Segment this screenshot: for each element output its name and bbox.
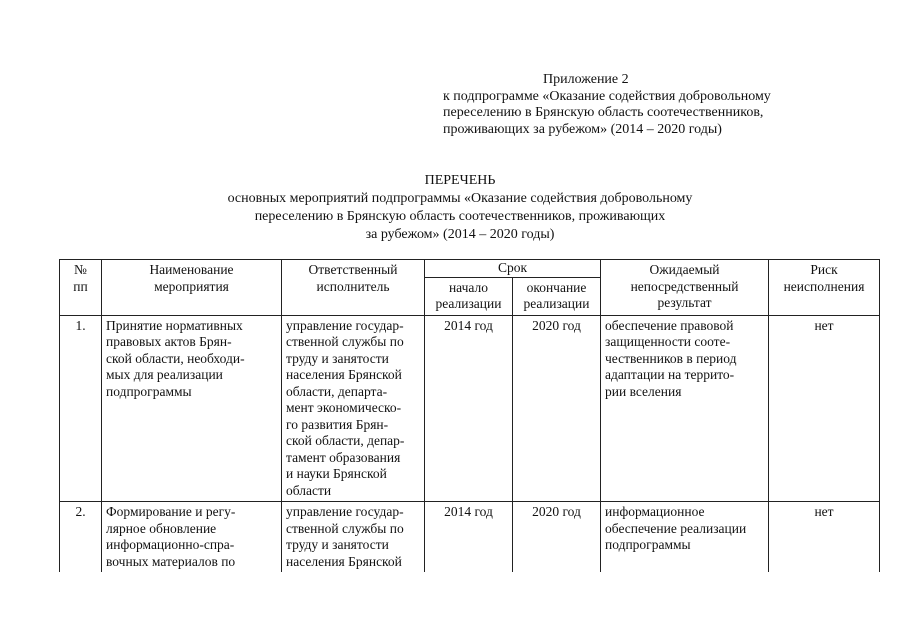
document-heading	[180, 172, 740, 244]
row-end: 2020 год	[513, 315, 601, 502]
row-name: Формирование и регу- лярное обновление информационно-спра- вочных материалов по	[102, 502, 282, 573]
annex-line: к подпрограмме «Оказание содействия добровольному	[443, 88, 771, 104]
annex-title: Приложение 2	[543, 72, 629, 87]
row-start: 2014 год	[425, 315, 513, 502]
row-risk: нет	[769, 315, 880, 502]
row-end: 2020 год	[513, 502, 601, 573]
header-name: Наименование мероприятия	[102, 260, 282, 316]
row-risk: нет	[769, 502, 880, 573]
header-start: начало реализации	[425, 277, 513, 315]
row-executor: управление государ- ственной службы по труду и занятости населения Брянской	[282, 502, 425, 573]
row-executor: управление государ- ственной службы по труду и занятости населения Брянской области, департа- мент экономическо- го развития Брян- ской области, депар- тамент образования и науки Брянской области	[282, 315, 425, 502]
annex-line: проживающих за рубежом» (2014 – 2020 годы)	[443, 121, 722, 137]
table-header-row	[60, 260, 880, 278]
row-num: 2.	[60, 502, 102, 573]
row-name: Принятие нормативных правовых актов Брян- ской области, необходи- мых для реализации подпрограммы	[102, 315, 282, 502]
table-row	[60, 502, 880, 573]
header-executor: Ответственный исполнитель	[282, 260, 425, 316]
heading-line: переселению в Брянскую область соотечественников, проживающих	[254, 209, 666, 224]
header-term: Срок	[425, 260, 601, 278]
header-risk: Риск неисполнения	[769, 260, 880, 316]
header-result: Ожидаемый непосредственный результат	[601, 260, 769, 316]
header-num: № пп	[60, 260, 102, 316]
row-result: обеспечение правовой защищенности сооте- чественников в период адаптации на террито- рии вселения	[601, 315, 769, 502]
heading-line: основных мероприятий подпрограммы «Оказание содействия добровольному	[227, 191, 693, 206]
header-end: окончание реализации	[513, 277, 601, 315]
heading-title: ПЕРЕЧЕНЬ	[424, 173, 496, 188]
row-start: 2014 год	[425, 502, 513, 573]
annex-line: переселению в Брянскую область соотечественников,	[443, 105, 764, 120]
heading-line: за рубежом» (2014 – 2020 годы)	[365, 227, 555, 242]
row-result: информационное обеспечение реализации подпрограммы	[601, 502, 769, 573]
annex-block	[443, 72, 843, 138]
table-row	[60, 315, 880, 502]
measures-table	[59, 259, 880, 572]
row-num: 1.	[60, 315, 102, 502]
